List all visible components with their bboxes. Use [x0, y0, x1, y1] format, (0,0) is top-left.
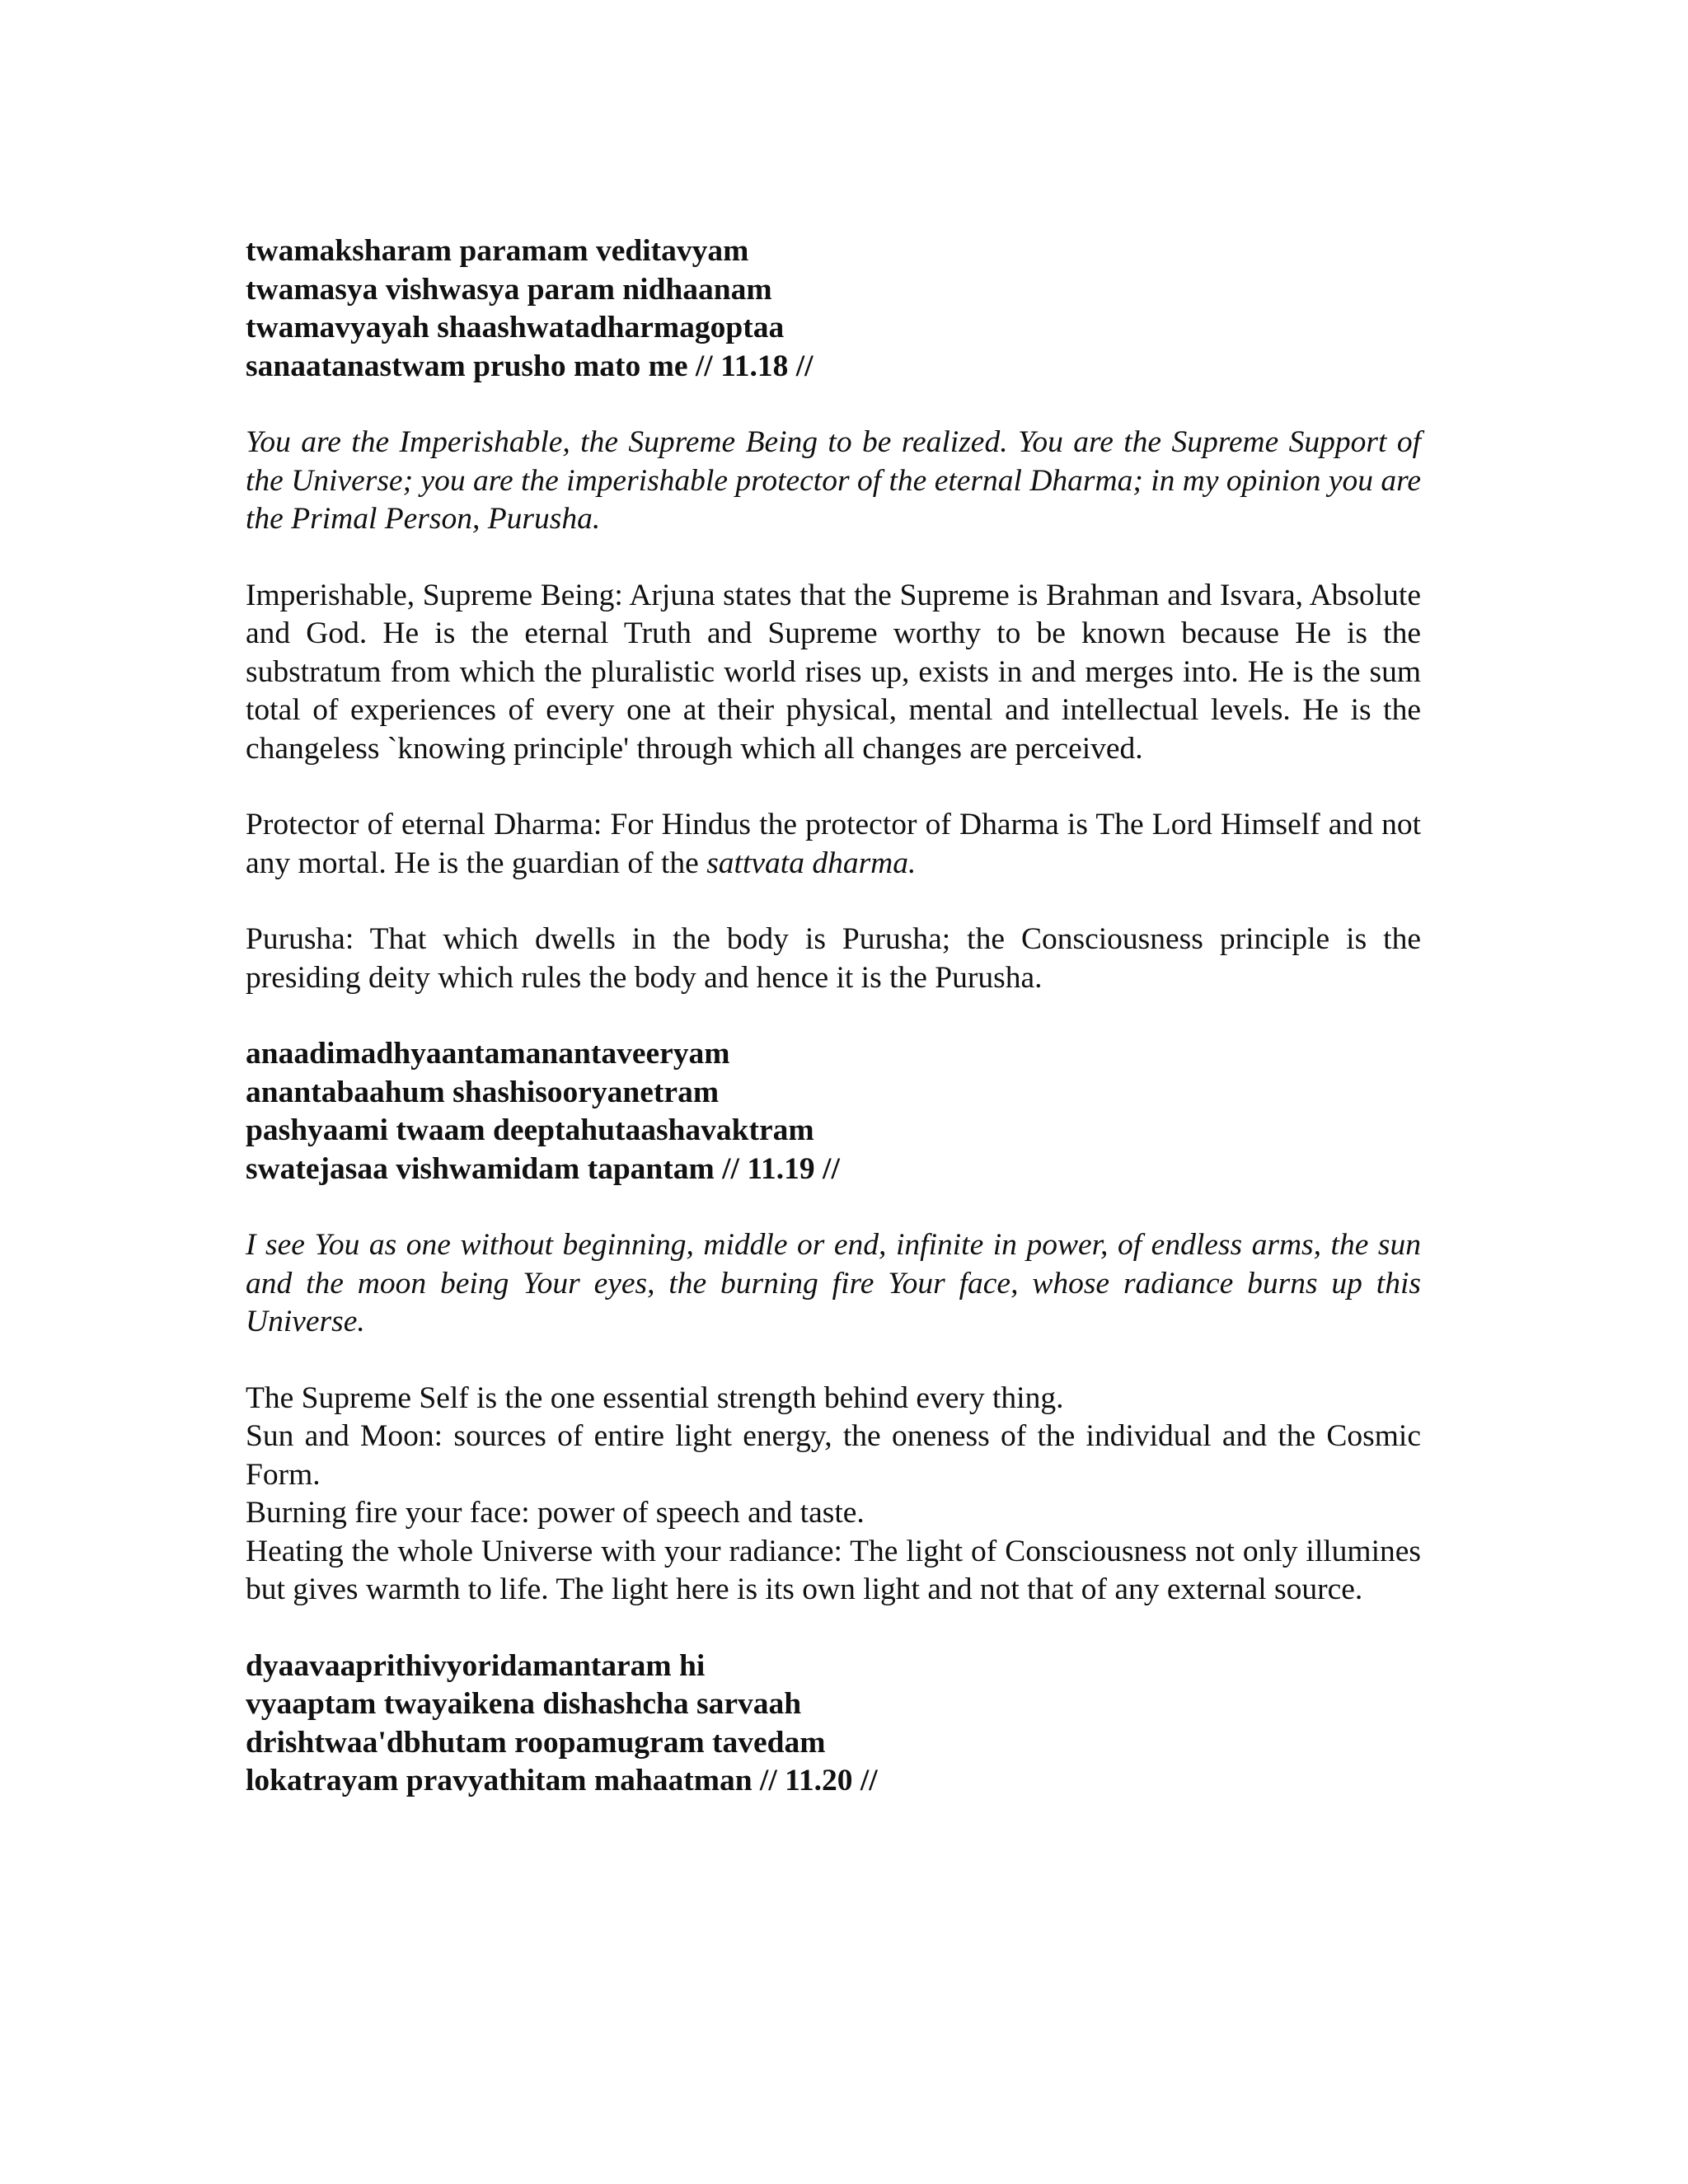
- translation-11-19: I see You as one without beginning, middle or end, infinite in power, of endless arms, the sun and the moon being Your eyes, the burning fire Your face, whose radiance burns up this Universe.: [246, 1228, 1421, 1338]
- commentary-protector-text: Protector of eternal Dharma: For Hindus the protector of Dharma is The Lord Himself and not any mortal. He is the guardian of the: [246, 808, 1421, 880]
- commentary-protector: [246, 806, 1421, 883]
- verse-line: twamaksharam paramam veditavyam: [246, 234, 749, 268]
- verse-line: anaadimadhyaantamanantaveeryam: [246, 1037, 730, 1071]
- spacer: [246, 1610, 1421, 1647]
- commentary-line: The Supreme Self is the one essential strength behind every thing.: [246, 1380, 1064, 1415]
- verse-line: twamasya vishwasya param nidhaanam: [246, 272, 772, 307]
- verse-line: anantabaahum shashisooryanetram: [246, 1075, 720, 1109]
- verse-line: swatejasaa vishwamidam tapantam // 11.19 //: [246, 1151, 840, 1186]
- verse-11-20: [246, 1647, 1421, 1801]
- translation-11-18: You are the Imperishable, the Supreme Being to be realized. You are the Supreme Support of the Universe; you are the imperishable protector of the eternal Dharma; in my opinion you are the Primal Person, Purusha.: [246, 425, 1421, 536]
- commentary-imperishable: Imperishable, Supreme Being: Arjuna states that the Supreme is Brahman and Isvara, Absolute and God. He is the eternal Truth and Supreme worthy to be known because He is the substratum from which the pluralistic world rises up, exists in and merges into. He is the sum total of experiences of every one at their physical, mental and intellectual levels. He is the changeless `knowing principle' through which all changes are perceived.: [246, 578, 1421, 766]
- spacer: [246, 883, 1421, 921]
- verse-line: dyaavaaprithivyoridamantaram hi: [246, 1648, 706, 1683]
- document-page: [246, 232, 1421, 1801]
- spacer: [246, 386, 1421, 424]
- verse-11-19: [246, 1035, 1421, 1188]
- commentary-line: Heating the whole Universe with your radiance: The light of Consciousness not only illumines but gives warmth to life. The light here is its own light and not that of any external source.: [246, 1534, 1421, 1606]
- spacer: [246, 539, 1421, 577]
- verse-line: pashyaami twaam deeptahutaashavaktram: [246, 1113, 814, 1147]
- commentary-11-19: [246, 1380, 1421, 1610]
- commentary-line: Sun and Moon: sources of entire light energy, the oneness of the individual and the Cosmic Form.: [246, 1419, 1421, 1492]
- commentary-line: Burning fire your face: power of speech and taste.: [246, 1496, 865, 1530]
- commentary-purusha: Purusha: That which dwells in the body is Purusha; the Consciousness principle is the presiding deity which rules the body and hence it is the Purusha.: [246, 922, 1421, 995]
- verse-line: sanaatanastwam prusho mato me // 11.18 //: [246, 349, 814, 383]
- verse-line: vyaaptam twayaikena dishashcha sarvaah: [246, 1687, 802, 1721]
- verse-line: drishtwaa'dbhutam roopamugram tavedam: [246, 1725, 826, 1760]
- verse-line: lokatrayam pravyathitam mahaatman // 11.20 //: [246, 1764, 878, 1797]
- verse-11-18: [246, 232, 1421, 386]
- spacer: [246, 768, 1421, 806]
- spacer: [246, 1342, 1421, 1380]
- verse-line: twamavyayah shaashwatadharmagoptaa: [246, 311, 785, 344]
- spacer: [246, 997, 1421, 1035]
- spacer: [246, 1188, 1421, 1226]
- commentary-protector-italic: sattvata dharma.: [706, 846, 917, 880]
